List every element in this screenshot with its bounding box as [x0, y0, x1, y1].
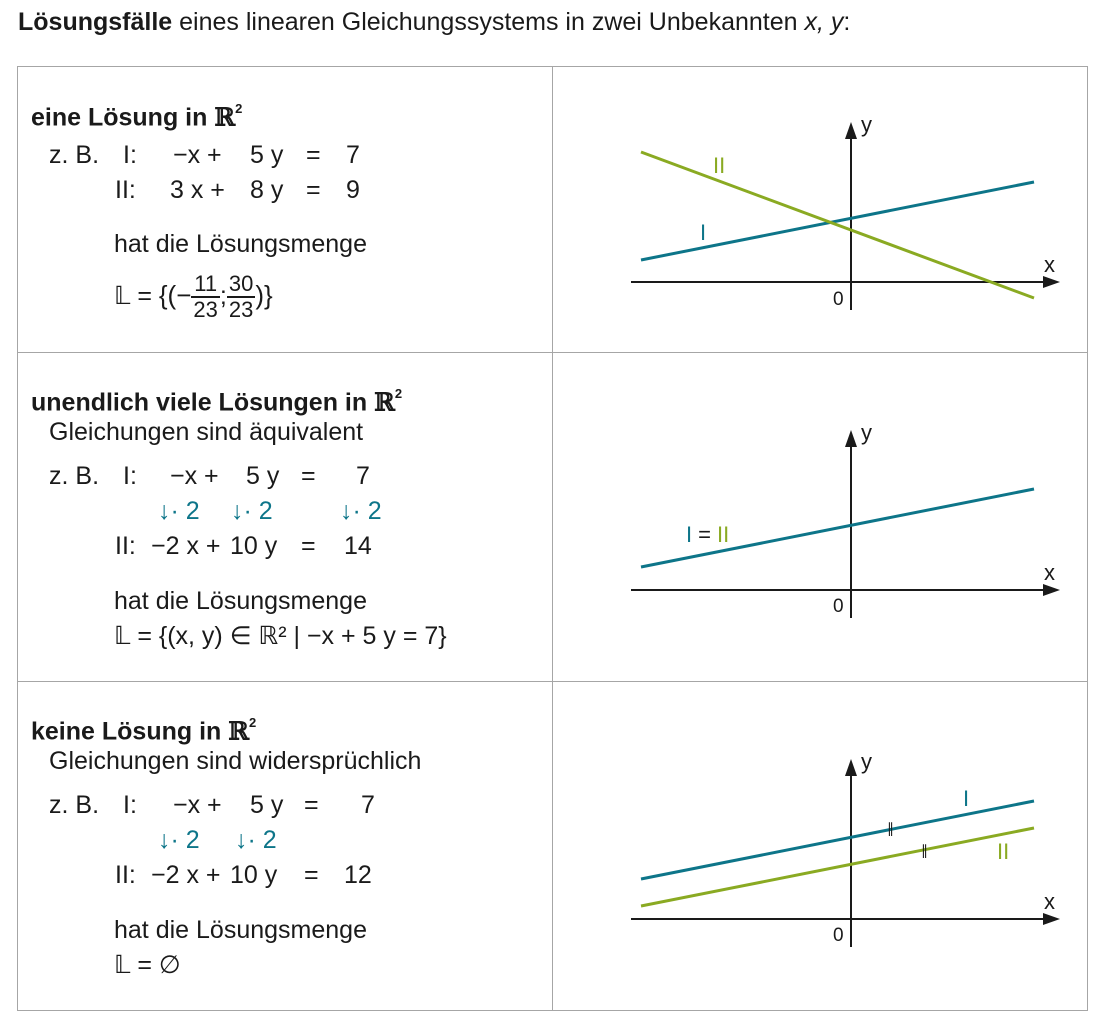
case3-solution-set: 𝕃 = ∅: [114, 951, 181, 979]
case3-graph: [553, 682, 1088, 1010]
heading-rest: eines linearen Gleichungssystems in zwei Unbekannten: [172, 8, 805, 36]
case1-label-I: I: [700, 220, 707, 245]
case2-label-eq: =: [698, 522, 711, 547]
case1-eqI-c: 7: [346, 141, 360, 169]
case-row-one-solution: [18, 67, 1088, 353]
fraction-11-23: [191, 272, 219, 322]
case3-eqI-a: −x +: [173, 791, 222, 819]
case1-graph: [553, 67, 1088, 352]
case1-R: ℝ: [214, 102, 236, 132]
case2-zb: z. B.: [49, 462, 100, 490]
case2-y-label: y: [861, 420, 872, 445]
case3-x-arrow-icon: [1043, 913, 1060, 925]
case3-op-b: ↓· 2: [235, 826, 277, 854]
case2-eqI-a: −x +: [170, 462, 219, 490]
case2-eqI-c: 7: [356, 462, 370, 490]
case1-set-close: )}: [255, 280, 273, 310]
case2-label-I: I: [686, 522, 693, 547]
case3-y-arrow-icon: [845, 759, 857, 776]
case3-solution-text: hat die Lösungsmenge: [114, 916, 367, 944]
case2-x-arrow-icon: [1043, 584, 1060, 596]
case1-eqII-eq: =: [306, 176, 321, 204]
case2-eqII-a: −2 x +: [151, 532, 221, 560]
cases-table: [17, 66, 1088, 1011]
case3-eqI-b: 5 y: [250, 791, 284, 819]
case2-graph: [553, 353, 1088, 681]
case1-x-arrow-icon: [1043, 276, 1060, 288]
case1-text-cell: [18, 67, 553, 353]
case3-eqI-c: 7: [361, 791, 375, 819]
case2-x-label: x: [1044, 560, 1055, 585]
frac1-num: 11: [191, 272, 219, 298]
case1-eqI-label: I:: [123, 141, 137, 169]
case2-text-cell: [18, 353, 553, 682]
fraction-30-23: [227, 272, 255, 322]
case2-eqII-eq: =: [301, 532, 316, 560]
case3-eqII-label: II:: [115, 861, 136, 889]
case3-eqI-eq: =: [304, 791, 319, 819]
case1-title: [31, 97, 242, 132]
case3-eqII-c: 12: [344, 861, 372, 889]
case1-eqII-label: II:: [115, 176, 136, 204]
case3-op-a: ↓· 2: [158, 826, 200, 854]
case2-solution-set: 𝕃 = {(x, y) ∈ ℝ² | −x + 5 y = 7}: [114, 622, 447, 650]
case1-zb: z. B.: [49, 141, 100, 169]
case2-exp: 2: [394, 386, 403, 401]
case3-title-text: keine Lösung in: [31, 717, 229, 746]
case2-label-II: II: [716, 522, 730, 547]
case3-eqII-a: −2 x +: [151, 861, 221, 889]
case-row-infinite-solutions: [18, 353, 1088, 682]
case2-R: ℝ: [374, 387, 395, 417]
case2-line-label: [686, 522, 729, 547]
case2-title-text: unendlich viele Lösungen in: [31, 388, 375, 417]
case1-title-text: eine Lösung in: [31, 103, 215, 132]
case1-eqI-b: 5 y: [250, 141, 284, 169]
case2-eqII-label: II:: [115, 532, 136, 560]
case3-graph-cell: [553, 682, 1088, 1011]
page-heading: [18, 8, 850, 37]
case1-solution-text: hat die Lösungsmenge: [114, 230, 367, 258]
case1-set-sep: ;: [219, 282, 227, 310]
case1-set-L: 𝕃 =: [114, 282, 152, 310]
case3-parallel-mark-2: ∥: [921, 842, 928, 858]
case2-eqI-b: 5 y: [246, 462, 280, 490]
case2-eqI-label: I:: [123, 462, 137, 490]
case3-eqII-eq: =: [304, 861, 319, 889]
case1-eqII-c: 9: [346, 176, 360, 204]
case3-text-cell: [18, 682, 553, 1011]
case2-origin-label: 0: [833, 596, 844, 617]
case3-zb: z. B.: [49, 791, 100, 819]
case2-eqII-b: 10 y: [230, 532, 278, 560]
case3-y-label: y: [861, 749, 872, 774]
case1-graph-cell: [553, 67, 1088, 353]
heading-colon: :: [843, 8, 851, 36]
case-row-no-solution: [18, 682, 1088, 1011]
case3-eqII-b: 10 y: [230, 861, 278, 889]
case1-origin-label: 0: [833, 289, 844, 310]
case2-title: [31, 382, 402, 417]
case1-eqII-a: 3 x +: [170, 176, 225, 204]
case2-op-b: ↓· 2: [231, 497, 273, 525]
case2-solution-text: hat die Lösungsmenge: [114, 587, 367, 615]
frac2-num: 30: [228, 271, 254, 297]
case3-eqI-label: I:: [123, 791, 137, 819]
case3-origin-label: 0: [833, 925, 844, 946]
case3-label-I: I: [963, 786, 970, 811]
case2-op-a: ↓· 2: [158, 497, 200, 525]
case3-label-II: II: [997, 839, 1010, 864]
case1-eqI-a: −x +: [173, 141, 222, 169]
case3-x-label: x: [1044, 889, 1055, 914]
heading-vars: x, y: [804, 8, 844, 36]
case1-eqI-eq: =: [306, 141, 321, 169]
case3-parallel-mark-1: ∥: [887, 820, 894, 836]
case3-title: [31, 711, 256, 746]
case2-op-c: ↓· 2: [340, 497, 382, 525]
heading-bold: Lösungsfälle: [18, 8, 173, 36]
case1-set-open: {(−: [158, 280, 192, 310]
case1-label-II: II: [713, 153, 726, 178]
case1-eqII-b: 8 y: [250, 176, 284, 204]
case3-R: ℝ: [228, 716, 250, 746]
case1-y-label: y: [861, 112, 872, 137]
case3-subtitle: Gleichungen sind widersprüchlich: [49, 747, 422, 775]
frac2-den: 23: [228, 297, 254, 323]
case2-y-arrow-icon: [845, 430, 857, 447]
case1-exp: 2: [235, 101, 243, 116]
case2-graph-cell: [553, 353, 1088, 682]
case1-solution-set: [114, 267, 273, 324]
case2-eqI-eq: =: [301, 462, 316, 490]
frac1-den: 23: [193, 297, 218, 323]
case1-x-label: x: [1044, 252, 1055, 277]
case2-subtitle: Gleichungen sind äquivalent: [49, 418, 364, 446]
case3-exp: 2: [249, 715, 257, 730]
case2-eqII-c: 14: [344, 532, 372, 560]
case1-y-arrow-icon: [845, 122, 857, 139]
